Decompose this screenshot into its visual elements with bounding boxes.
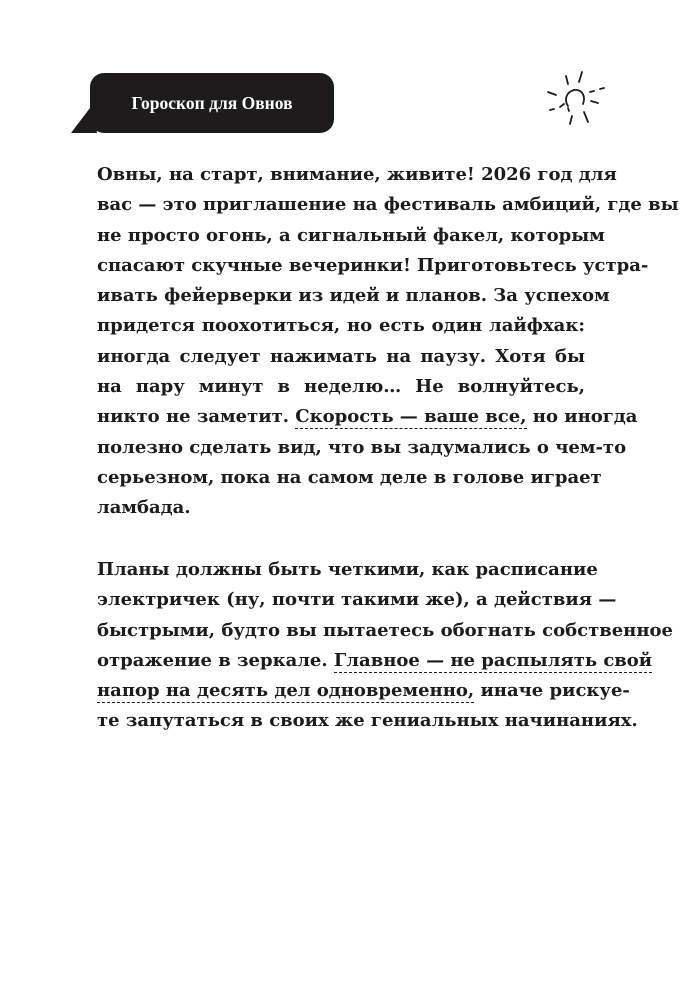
text-segment: на пару минут в неделю… Не волнуйтесь, <box>97 376 585 398</box>
text-segment: электричек (ну, почти такими же), а действия — <box>97 589 617 611</box>
text-segment: никто не заметит. <box>97 406 296 428</box>
text-line <box>97 221 605 251</box>
text-line <box>97 676 630 706</box>
text-segment: Овны, на старт, внимание, живите! 2026 год для <box>97 164 617 185</box>
text-segment: серьезном, пока на самом деле в голове играет <box>97 466 602 488</box>
highlighted-phrase: напор на десять дел одновременно, <box>97 680 475 702</box>
sun-icon <box>538 64 614 136</box>
section-title: Гороскоп для Овнов <box>131 93 293 113</box>
paragraph-2 <box>97 555 673 737</box>
text-segment: ламбада. <box>97 497 191 519</box>
text-line <box>97 281 610 311</box>
paragraph-1 <box>97 160 679 524</box>
text-segment: вас — это приглашение на фестиваль амбиций, где вы <box>97 194 679 216</box>
text-segment: не просто огонь, а сигнальный факел, которым <box>97 224 605 246</box>
text-line <box>97 585 617 615</box>
highlighted-phrase: Главное — не распылять свой <box>333 649 653 671</box>
text-line <box>97 342 585 372</box>
text-line <box>97 190 679 220</box>
text-segment: придется поохотиться, но есть один лайфхак: <box>97 315 585 337</box>
text-line <box>97 706 638 736</box>
text-line <box>97 311 585 341</box>
text-segment: те запутаться в своих же гениальных начинаниях. <box>97 710 638 732</box>
text-line <box>97 646 653 676</box>
section-header-bubble <box>90 73 334 133</box>
highlighted-phrase: Скорость — ваше все, <box>295 406 527 428</box>
text-segment: полезно сделать вид, что вы задумались о чем-то <box>97 436 627 458</box>
text-segment: отражение в зеркале. <box>97 649 334 671</box>
text-line <box>97 372 585 402</box>
text-line <box>97 251 649 281</box>
text-segment: быстрыми, будто вы пытаетесь обогнать собственное <box>97 619 673 641</box>
text-line <box>97 493 585 523</box>
text-line <box>97 433 627 463</box>
text-segment: но иногда <box>526 406 638 428</box>
text-line <box>97 555 598 585</box>
text-line <box>97 463 602 493</box>
text-segment: Планы должны быть четкими, как расписание <box>97 559 598 580</box>
text-segment: ивать фейерверки из идей и планов. За успехом <box>97 285 610 307</box>
text-line <box>97 402 638 432</box>
text-line <box>97 616 673 646</box>
text-segment: иначе рискуе- <box>474 680 630 702</box>
text-line <box>97 160 617 190</box>
text-segment: спасают скучные вечеринки! Приготовьтесь устра- <box>97 254 649 276</box>
text-segment: иногда следует нажимать на паузу. Хотя бы <box>97 345 585 367</box>
